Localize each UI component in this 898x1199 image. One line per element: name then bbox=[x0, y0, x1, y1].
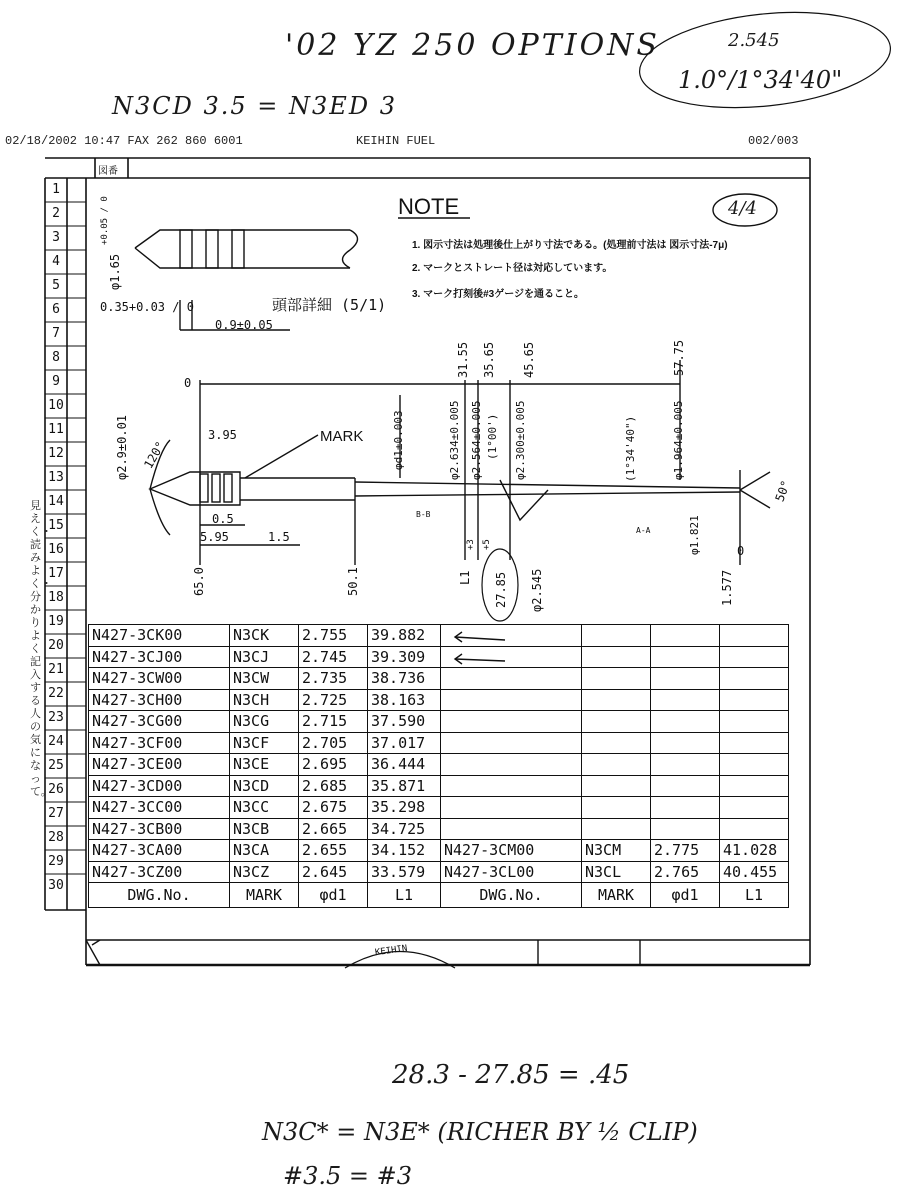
table-row bbox=[89, 775, 789, 797]
dwg-no-cell: N427-3CK00 bbox=[89, 625, 230, 647]
l1-cell bbox=[720, 646, 789, 668]
column-header: φd1 bbox=[651, 883, 720, 908]
d1-cell: 2.765 bbox=[651, 861, 720, 883]
dim-57-75: 57.75 bbox=[672, 339, 686, 376]
mark-cell bbox=[582, 625, 651, 647]
d1-cell: 2.695 bbox=[299, 754, 368, 776]
l1-cell: 40.455 bbox=[720, 861, 789, 883]
dwg-no-cell: N427-3CZ00 bbox=[89, 861, 230, 883]
table-row bbox=[89, 861, 789, 883]
row-number: 4 bbox=[52, 254, 60, 269]
table-row bbox=[89, 625, 789, 647]
d1-cell bbox=[651, 646, 720, 668]
l1-cell bbox=[720, 797, 789, 819]
row-number: 28 bbox=[48, 830, 64, 845]
dim-L1: L1 bbox=[458, 570, 472, 585]
dwg-no-cell bbox=[441, 668, 582, 690]
mark-cell bbox=[582, 818, 651, 840]
row-number: 8 bbox=[52, 350, 60, 365]
dwg-no-cell: N427-3CW00 bbox=[89, 668, 230, 690]
handwritten-equivalence: N3CD 3.5 = N3ED 3 bbox=[112, 92, 397, 120]
dim-d1: φd1±0.003 bbox=[392, 410, 405, 470]
margin-text: 見えく・読みよく・分かりよく 記入する人の気になって。 bbox=[30, 500, 52, 798]
l1-cell bbox=[720, 775, 789, 797]
mark-cell: N3CD bbox=[230, 775, 299, 797]
dim-65: 65.0 bbox=[192, 567, 206, 596]
row-number: 15 bbox=[48, 518, 64, 533]
fax-company: KEIHIN FUEL bbox=[356, 134, 436, 148]
mark-cell: N3CC bbox=[230, 797, 299, 819]
d1-cell: 2.775 bbox=[651, 840, 720, 862]
table-row bbox=[89, 711, 789, 733]
handwritten-circle-top: 2.545 bbox=[728, 30, 780, 51]
mark-label: MARK bbox=[320, 428, 364, 445]
row-number: 3 bbox=[52, 230, 60, 245]
dwg-no-cell bbox=[441, 711, 582, 733]
dwg-no-cell: N427-3CA00 bbox=[89, 840, 230, 862]
dim-2-545: φ2.545 bbox=[530, 568, 544, 612]
row-number: 29 bbox=[48, 854, 64, 869]
dim-plus3: +3 bbox=[466, 539, 476, 550]
mark-cell: N3CF bbox=[230, 732, 299, 754]
l1-cell: 39.882 bbox=[368, 625, 441, 647]
row-number: 13 bbox=[48, 470, 64, 485]
d1-cell bbox=[651, 668, 720, 690]
dim-3-95: 3.95 bbox=[208, 428, 237, 442]
handwritten-circle-bottom: 1.0°/1°34'40" bbox=[678, 66, 843, 94]
d1-cell bbox=[651, 797, 720, 819]
row-number: 12 bbox=[48, 446, 64, 461]
dim-head-diameter: φ2.9±0.01 bbox=[115, 414, 129, 480]
mark-cell: N3CM bbox=[582, 840, 651, 862]
note-title: NOTE bbox=[398, 194, 460, 219]
row-number: 11 bbox=[48, 422, 64, 437]
l1-cell bbox=[720, 732, 789, 754]
mark-cell: N3CE bbox=[230, 754, 299, 776]
dwg-no-cell: N427-3CM00 bbox=[441, 840, 582, 862]
l1-cell: 35.871 bbox=[368, 775, 441, 797]
l1-cell: 38.163 bbox=[368, 689, 441, 711]
mark-cell bbox=[582, 646, 651, 668]
dim-1-821: φ1.821 bbox=[688, 515, 701, 555]
dwg-no-cell: N427-3CB00 bbox=[89, 818, 230, 840]
l1-cell bbox=[720, 625, 789, 647]
dwg-no-cell bbox=[441, 646, 582, 668]
row-number: 6 bbox=[52, 302, 60, 317]
column-header: MARK bbox=[230, 883, 299, 908]
l1-cell: 41.028 bbox=[720, 840, 789, 862]
mark-cell: N3CH bbox=[230, 689, 299, 711]
d1-cell: 2.685 bbox=[299, 775, 368, 797]
dim-origin: 0 bbox=[184, 376, 192, 390]
detail-label: 頭部詳細 (5/1) bbox=[272, 296, 387, 314]
dim-tip-angle: 50° bbox=[772, 478, 794, 504]
section-label-2: A-A bbox=[636, 526, 651, 535]
d1-cell bbox=[651, 625, 720, 647]
row-number: 18 bbox=[48, 590, 64, 605]
dim-2-634: φ2.634±0.005 bbox=[448, 400, 461, 480]
dwg-no-cell: N427-3CF00 bbox=[89, 732, 230, 754]
dim-head-angle: 120° bbox=[141, 438, 168, 472]
dim-35-65: 35.65 bbox=[482, 341, 496, 378]
dim-2-300: φ2.300±0.005 bbox=[514, 400, 527, 480]
dim-0-5: 0.5 bbox=[212, 512, 234, 526]
row-number: 5 bbox=[52, 278, 60, 293]
fax-page: 002/003 bbox=[748, 134, 799, 148]
dwg-no-cell bbox=[441, 775, 582, 797]
dwg-no-cell: N427-3CJ00 bbox=[89, 646, 230, 668]
dim-plus5: +5 bbox=[482, 539, 492, 550]
mark-cell: N3CB bbox=[230, 818, 299, 840]
dim-5-95: 5.95 bbox=[200, 530, 229, 544]
fax-date: 02/18/2002 10:47 FAX 262 860 6001 bbox=[5, 134, 243, 148]
mark-cell: N3CL bbox=[582, 861, 651, 883]
row-number: 21 bbox=[48, 662, 64, 677]
note-line-2: 2. マークとストレート径は対応しています。 bbox=[412, 263, 613, 274]
dim-50-1: 50.1 bbox=[346, 567, 360, 596]
row-number: 9 bbox=[52, 374, 60, 389]
dim-27-85: 27.85 bbox=[494, 571, 508, 608]
mark-cell bbox=[582, 668, 651, 690]
table-row bbox=[89, 689, 789, 711]
note-line-1: 1. 図示寸法は処理後仕上がり寸法である。(処理前寸法は 図示寸法-7μ) bbox=[412, 240, 728, 251]
mark-cell: N3CK bbox=[230, 625, 299, 647]
table-row bbox=[89, 754, 789, 776]
dim-ang-1-34: (1°34'40") bbox=[624, 415, 637, 482]
dim-tip-tol: +0.05 / 0 bbox=[100, 196, 110, 245]
l1-cell: 35.298 bbox=[368, 797, 441, 819]
d1-cell: 2.745 bbox=[299, 646, 368, 668]
row-number: 1 bbox=[52, 182, 60, 197]
column-header: MARK bbox=[582, 883, 651, 908]
stamp-text: KEIHIN bbox=[374, 943, 409, 959]
d1-cell bbox=[651, 818, 720, 840]
row-number: 14 bbox=[48, 494, 64, 509]
dim-ang-1-00: (1°00') bbox=[486, 413, 499, 460]
dwg-no-cell: N427-3CD00 bbox=[89, 775, 230, 797]
l1-cell: 36.444 bbox=[368, 754, 441, 776]
dim-groove: 0.35+0.03 / 0 bbox=[100, 300, 194, 314]
l1-cell: 39.309 bbox=[368, 646, 441, 668]
dwg-no-cell bbox=[441, 732, 582, 754]
mark-cell bbox=[582, 689, 651, 711]
l1-cell: 34.152 bbox=[368, 840, 441, 862]
row-number: 7 bbox=[52, 326, 60, 341]
mark-cell: N3CJ bbox=[230, 646, 299, 668]
d1-cell bbox=[651, 754, 720, 776]
column-header: DWG.No. bbox=[89, 883, 230, 908]
table-row bbox=[89, 646, 789, 668]
dwg-no-cell bbox=[441, 625, 582, 647]
d1-cell bbox=[651, 711, 720, 733]
row-number: 30 bbox=[48, 878, 64, 893]
l1-cell bbox=[720, 689, 789, 711]
l1-cell bbox=[720, 754, 789, 776]
l1-cell bbox=[720, 818, 789, 840]
l1-cell: 37.590 bbox=[368, 711, 441, 733]
dwg-no-cell: N427-3CC00 bbox=[89, 797, 230, 819]
dim-pitch: 0.9±0.05 bbox=[215, 318, 273, 332]
d1-cell: 2.655 bbox=[299, 840, 368, 862]
d1-cell: 2.645 bbox=[299, 861, 368, 883]
note-line-3: 3. マーク打刻後#3ゲージを通ること。 bbox=[412, 289, 585, 300]
section-label: B-B bbox=[416, 510, 431, 519]
row-number: 20 bbox=[48, 638, 64, 653]
d1-cell: 2.715 bbox=[299, 711, 368, 733]
table-row bbox=[89, 840, 789, 862]
row-number: 2 bbox=[52, 206, 60, 221]
row-number: 27 bbox=[48, 806, 64, 821]
handwritten-title: '02 YZ 250 OPTIONS bbox=[285, 28, 660, 63]
dim-45-65: 45.65 bbox=[522, 341, 536, 378]
d1-cell: 2.725 bbox=[299, 689, 368, 711]
handwritten-clip: #3.5 = #3 bbox=[283, 1162, 413, 1190]
column-header: DWG.No. bbox=[441, 883, 582, 908]
row-number: 24 bbox=[48, 734, 64, 749]
mark-cell bbox=[582, 754, 651, 776]
table-row bbox=[89, 797, 789, 819]
column-header: L1 bbox=[368, 883, 441, 908]
l1-cell: 38.736 bbox=[368, 668, 441, 690]
mark-cell: N3CW bbox=[230, 668, 299, 690]
l1-cell: 37.017 bbox=[368, 732, 441, 754]
row-number: 23 bbox=[48, 710, 64, 725]
dim-origin-bottom: 0 bbox=[737, 544, 745, 558]
dim-31-55: 31.55 bbox=[456, 341, 470, 378]
dwg-no-cell: N427-3CH00 bbox=[89, 689, 230, 711]
table-row bbox=[89, 668, 789, 690]
handwritten-rule: N3C* = N3E* (RICHER BY ½ CLIP) bbox=[262, 1118, 698, 1146]
dim-2-564: φ2.564±0.005 bbox=[470, 400, 483, 480]
dwg-no-cell: N427-3CE00 bbox=[89, 754, 230, 776]
row-number: 26 bbox=[48, 782, 64, 797]
d1-cell bbox=[651, 732, 720, 754]
page-mark: 4/4 bbox=[728, 198, 757, 219]
table-row bbox=[89, 732, 789, 754]
d1-cell: 2.675 bbox=[299, 797, 368, 819]
dwg-no-cell bbox=[441, 797, 582, 819]
row-number: 19 bbox=[48, 614, 64, 629]
d1-cell: 2.665 bbox=[299, 818, 368, 840]
d1-cell: 2.755 bbox=[299, 625, 368, 647]
column-header: φd1 bbox=[299, 883, 368, 908]
table-row bbox=[89, 818, 789, 840]
dim-1-577: 1.577 bbox=[720, 569, 734, 606]
d1-cell bbox=[651, 775, 720, 797]
l1-cell: 34.725 bbox=[368, 818, 441, 840]
header-cell: 図番 bbox=[98, 166, 118, 177]
mark-cell bbox=[582, 732, 651, 754]
mark-cell bbox=[582, 797, 651, 819]
mark-cell: N3CZ bbox=[230, 861, 299, 883]
mark-cell bbox=[582, 711, 651, 733]
d1-cell: 2.735 bbox=[299, 668, 368, 690]
d1-cell bbox=[651, 689, 720, 711]
mark-cell: N3CA bbox=[230, 840, 299, 862]
l1-cell bbox=[720, 711, 789, 733]
dim-1-964: φ1.964±0.005 bbox=[672, 400, 685, 480]
row-number: 10 bbox=[48, 398, 64, 413]
row-number: 22 bbox=[48, 686, 64, 701]
mark-cell: N3CG bbox=[230, 711, 299, 733]
dwg-no-cell bbox=[441, 689, 582, 711]
needle-spec-table bbox=[88, 624, 789, 908]
dwg-no-cell bbox=[441, 754, 582, 776]
dwg-no-cell: N427-3CG00 bbox=[89, 711, 230, 733]
dim-1-5: 1.5 bbox=[268, 530, 290, 544]
dwg-no-cell bbox=[441, 818, 582, 840]
l1-cell bbox=[720, 668, 789, 690]
l1-cell: 33.579 bbox=[368, 861, 441, 883]
mark-cell bbox=[582, 775, 651, 797]
d1-cell: 2.705 bbox=[299, 732, 368, 754]
dim-tip-diameter: φ1.65 bbox=[108, 253, 122, 290]
column-header: L1 bbox=[720, 883, 789, 908]
row-number: 16 bbox=[48, 542, 64, 557]
handwritten-calc: 28.3 - 27.85 = .45 bbox=[392, 1060, 630, 1090]
table-header-row bbox=[89, 883, 789, 908]
row-number: 25 bbox=[48, 758, 64, 773]
dwg-no-cell: N427-3CL00 bbox=[441, 861, 582, 883]
row-number: 17 bbox=[48, 566, 64, 581]
